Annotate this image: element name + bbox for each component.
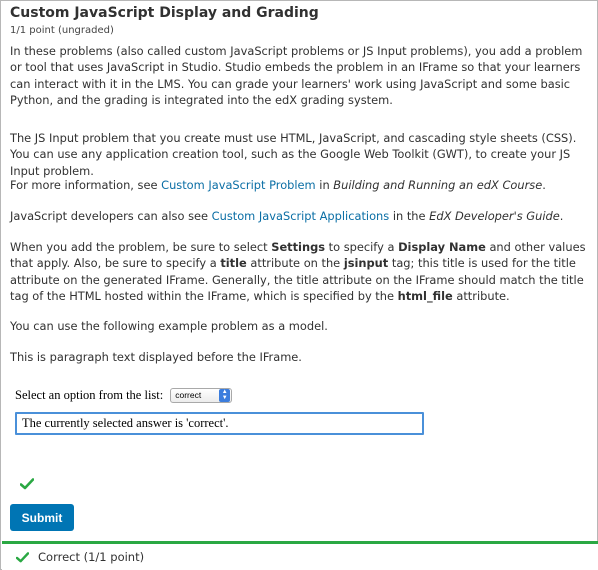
paragraph-developers [10, 208, 592, 224]
book-title: Building and Running an edX Course [333, 178, 543, 192]
keyword-html-file: html_file [397, 288, 453, 303]
book-title: EdX Developer's Guide [429, 209, 560, 223]
keyword-display-name: Display Name [398, 240, 486, 254]
text-segment: . [542, 178, 546, 192]
select-row [15, 385, 232, 405]
paragraph-more-info [10, 177, 592, 193]
select-label: Select an option from the list: [15, 387, 164, 402]
paragraph-requirements: The JS Input problem that you create must use HTML, JavaScript, and cascading style sheets (CSS). You can use any application creation tool, such as the Google Web Toolkit (GWT), to create your JS Input problem. [10, 131, 577, 178]
text-segment: in the [389, 209, 430, 223]
text-segment: attribute. [452, 288, 510, 303]
text-segment: and other values that apply. Also, be sure to specify a [10, 240, 586, 271]
answer-text: The currently selected answer is 'correct'. [22, 416, 229, 430]
chevron-up-down-icon: ▲ ▼ [219, 389, 230, 402]
text-segment: attribute on the [246, 256, 344, 271]
keyword-jsinput: jsinput [343, 256, 389, 271]
keyword-title: title [220, 256, 247, 271]
text-segment: to specify a [325, 240, 399, 254]
text-segment: in [315, 178, 334, 192]
problem-points: 1/1 point (ungraded) [10, 25, 114, 36]
link-custom-javascript-problem[interactable]: Custom JavaScript Problem [161, 178, 316, 192]
problem-title: Custom JavaScript Display and Grading [10, 5, 319, 21]
text-segment: For more information, see [10, 178, 162, 192]
link-custom-javascript-applications[interactable]: Custom JavaScript Applications [211, 209, 390, 223]
keyword-settings: Settings [271, 240, 326, 254]
text-segment: When you add the problem, be sure to select [10, 240, 272, 254]
text-segment: tag; this title is used for the title attribute on the generated IFrame. Generally, the title attribute on the IFrame should match the title tag of the HTML hosted within the IFrame, which is specified by the [10, 256, 584, 303]
paragraph-before-iframe: This is paragraph text displayed before the IFrame. [10, 350, 302, 364]
status-text: Correct (1/1 point) [38, 550, 145, 564]
checkmark-icon [16, 548, 29, 567]
paragraph-intro: In these problems (also called custom JavaScript problems or JS Input problems), you add a problem or tool that uses JavaScript in Studio. Studio embeds the problem in an IFrame so that your learners can interact with it in the LMS. You can grade your learners' work using JavaScript and some basic Python, and the grading is integrated into the edX grading system. [10, 44, 583, 107]
submit-button[interactable]: Submit [10, 504, 74, 531]
status-notification [2, 541, 598, 570]
paragraph-instructions [10, 239, 592, 304]
select-value: correct [175, 390, 202, 400]
paragraph-example: You can use the following example problem as a model. [10, 319, 328, 333]
text-segment: . [559, 209, 564, 223]
answer-field[interactable] [15, 412, 424, 435]
checkmark-icon [20, 475, 34, 494]
option-select[interactable] [170, 388, 232, 403]
text-segment: JavaScript developers can also see [10, 209, 212, 223]
